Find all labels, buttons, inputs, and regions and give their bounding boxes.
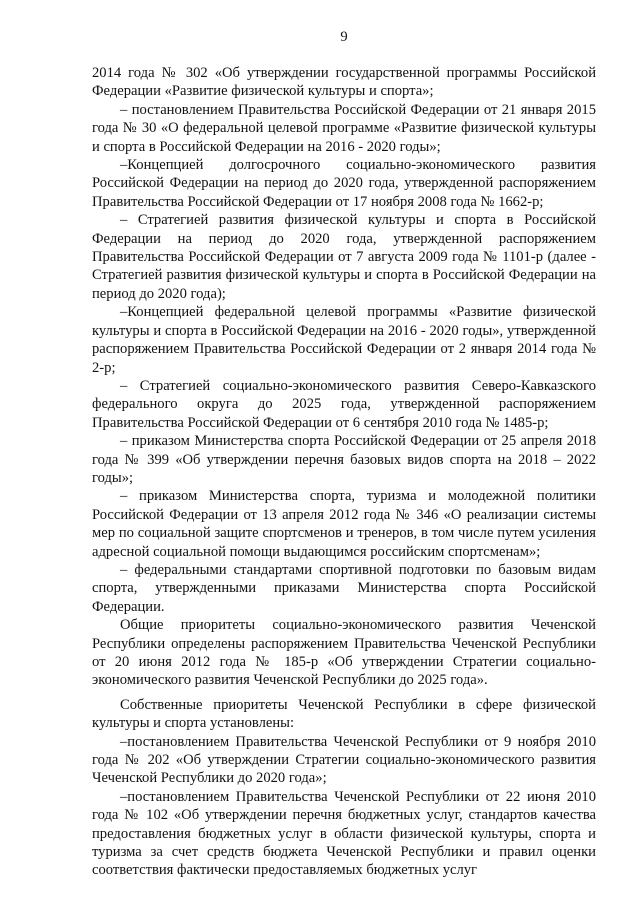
paragraph: –Концепцией долгосрочного социально-экономического развития Российской Федерации на период до 2020 года, утвержденной распоряжением Правительства Российской Федерации от 17 ноября 2008 года № 1662-р; (92, 157, 596, 210)
document-body (92, 64, 596, 880)
paragraph: Собственные приоритеты Чеченской Республики в сфере физической культуры и спорта установлены: (92, 696, 596, 732)
paragraph: – Стратегией развития физической культуры и спорта в Российской Федерации на период до 2020 года, утвержденной распоряжением Правительства Российской Федерации от 7 августа 2009 года № 1101-р (далее - Стратегией развития физической культуры и спорта в Российской Федерации на период до 2020 года); (92, 212, 596, 302)
paragraph: –Концепцией федеральной целевой программы «Развитие физической культуры и спорта в Российской Федерации на 2016 - 2020 годы», утвержденной распоряжением Правительства Российской Федерации от 2 января 2014 года № 2-р; (92, 304, 596, 376)
paragraph: – Стратегией социально-экономического развития Северо-Кавказского федерального округа до 2025 года, утвержденной распоряжением Правительства Российской Федерации от 6 сентября 2010 года № 1485-р; (92, 377, 596, 431)
paragraph: –постановлением Правительства Чеченской Республики от 9 ноября 2010 года № 202 «Об утверждении Стратегии социально-экономического развития Чеченской Республики до 2020 года»; (92, 733, 596, 787)
paragraph: – постановлением Правительства Российской Федерации от 21 января 2015 года № 30 «О федеральной целевой программе «Развитие физической культуры и спорта в Российской Федерации на 2016 - 2020 годы»; (92, 101, 596, 155)
paragraph: Общие приоритеты социально-экономического развития Чеченской Республики определены распоряжением Правительства Чеченской Республики от 20 июня 2012 года № 185-р «Об утверждении Стратегии социально-экономического развития Чеченской Республики до 2025 года». (92, 617, 596, 689)
paragraph: – федеральными стандартами спортивной подготовки по базовым видам спорта, утвержденными приказами Министерства спорта Российской Федерации. (92, 561, 596, 615)
document-page (92, 28, 596, 880)
paragraph: –постановлением Правительства Чеченской Республики от 22 июня 2010 года № 102 «Об утверждении перечня бюджетных услуг, стандартов качества предоставления бюджетных услуг в области физической культуры, спорта и туризма за счет средств бюджета Чеченской Республики и правил оценки соответствия фактически предоставляемых бюджетных услуг (92, 788, 596, 879)
paragraph: 2014 года № 302 «Об утверждении государственной программы Российской Федерации «Развитие физической культуры и спорта»; (92, 65, 596, 100)
paragraph: – приказом Министерства спорта, туризма и молодежной политики Российской Федерации от 13 апреля 2012 года № 346 «О реализации системы мер по социальной защите спортсменов и тренеров, в том числе путем усиления адресной социальной помощи выдающимся российским спортсменам»; (92, 488, 596, 560)
page-number: 9 (340, 29, 348, 45)
paragraph: – приказом Министерства спорта Российской Федерации от 25 апреля 2018 года № 399 «Об утверждении перечня базовых видов спорта на 2018 – 2022 годы»; (92, 433, 596, 486)
